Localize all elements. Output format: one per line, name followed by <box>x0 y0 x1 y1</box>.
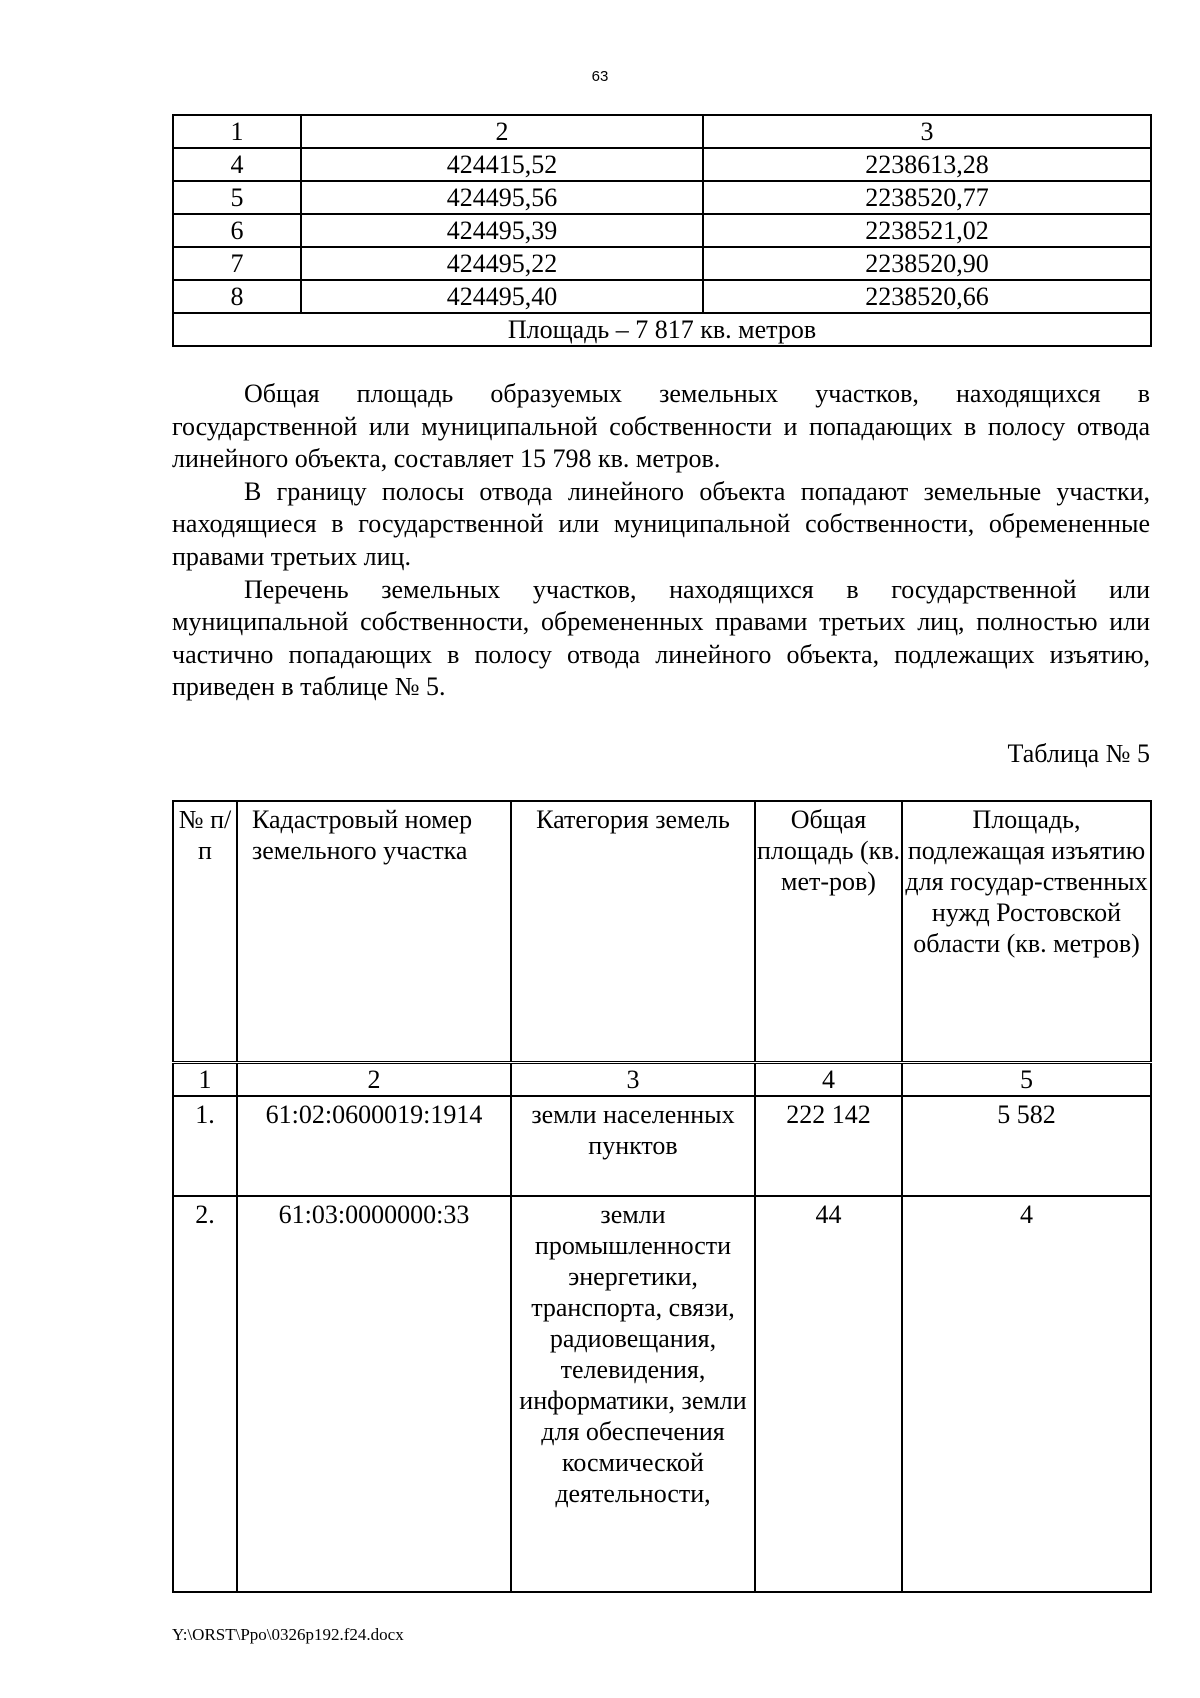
total-area: 222 142 <box>755 1096 902 1196</box>
footer-file-path: Y:\ORST\Ppo\0326p192.f24.docx <box>172 1625 404 1644</box>
table-row <box>173 181 1151 214</box>
coordinates-table <box>172 114 1152 347</box>
seized-area: 4 <box>902 1196 1151 1592</box>
table-caption: Таблица № 5 <box>1007 739 1150 768</box>
area-row <box>173 313 1151 346</box>
point-number: 6 <box>173 214 301 247</box>
table-row <box>173 280 1151 313</box>
seized-area: 5 582 <box>902 1096 1151 1196</box>
header-land-category: Категория земель <box>511 801 755 1063</box>
area-total: Площадь – 7 817 кв. метров <box>173 313 1151 346</box>
header-total-area: Общая площадь (кв. мет-ров) <box>755 801 902 1063</box>
header-cell: 1 <box>173 115 301 148</box>
column-number: 4 <box>755 1063 902 1097</box>
coordinate-y: 2238520,90 <box>703 247 1151 280</box>
coordinate-x: 424495,39 <box>301 214 703 247</box>
coordinate-y: 2238520,77 <box>703 181 1151 214</box>
coordinate-y: 2238520,66 <box>703 280 1151 313</box>
row-number: 1. <box>173 1096 237 1196</box>
table-row <box>173 1196 1151 1592</box>
point-number: 4 <box>173 148 301 181</box>
column-numbers-row <box>173 1063 1151 1097</box>
header-number: № п/п <box>173 801 237 1063</box>
point-number: 5 <box>173 181 301 214</box>
header-cadastral-number: Кадастровый номер земельного участка <box>237 801 511 1063</box>
table-row <box>173 148 1151 181</box>
point-number: 7 <box>173 247 301 280</box>
header-seized-area: Площадь, подлежащая изъятию для государ-ственных нужд Ростовской области (кв. метров) <box>902 801 1151 1063</box>
cadastral-number: 61:02:0600019:1914 <box>237 1096 511 1196</box>
table-row <box>173 1096 1151 1196</box>
land-category: земли промышленности энергетики, транспорта, связи, радиовещания, телевидения, информатики, земли для обеспечения космической деятельности, <box>511 1196 755 1592</box>
land-plots-table <box>172 800 1152 1593</box>
paragraph: Перечень земельных участков, находящихся в государственной или муниципальной собственности, обремененных правами третьих лиц, полностью или частично попадающих в полосу отвода линейного объекта, подлежащих изъятию, приведен в таблице № 5. <box>172 574 1150 702</box>
column-number: 1 <box>173 1063 237 1097</box>
land-category: земли населенных пунктов <box>511 1096 755 1196</box>
column-number: 2 <box>237 1063 511 1097</box>
total-area: 44 <box>755 1196 902 1592</box>
column-number: 3 <box>511 1063 755 1097</box>
table-row <box>173 214 1151 247</box>
cadastral-number: 61:03:0000000:33 <box>237 1196 511 1592</box>
table-row <box>173 247 1151 280</box>
coordinate-x: 424495,40 <box>301 280 703 313</box>
coordinate-y: 2238521,02 <box>703 214 1151 247</box>
row-number: 2. <box>173 1196 237 1592</box>
page-number: 63 <box>591 68 609 85</box>
coordinate-x: 424495,22 <box>301 247 703 280</box>
body-text <box>172 378 1150 704</box>
point-number: 8 <box>173 280 301 313</box>
table-header-row <box>173 115 1151 148</box>
header-cell: 2 <box>301 115 703 148</box>
coordinate-y: 2238613,28 <box>703 148 1151 181</box>
column-number: 5 <box>902 1063 1151 1097</box>
paragraph: В границу полосы отвода линейного объекта попадают земельные участки, находящиеся в государственной или муниципальной собственности, обремененные правами третьих лиц. <box>172 476 1150 571</box>
coordinate-x: 424415,52 <box>301 148 703 181</box>
coordinate-x: 424495,56 <box>301 181 703 214</box>
header-cell: 3 <box>703 115 1151 148</box>
table-header-row <box>173 801 1151 1063</box>
paragraph: Общая площадь образуемых земельных участков, находящихся в государственной или муниципальной собственности и попадающих в полосу отвода линейного объекта, составляет 15 798 кв. метров. <box>172 379 1150 474</box>
